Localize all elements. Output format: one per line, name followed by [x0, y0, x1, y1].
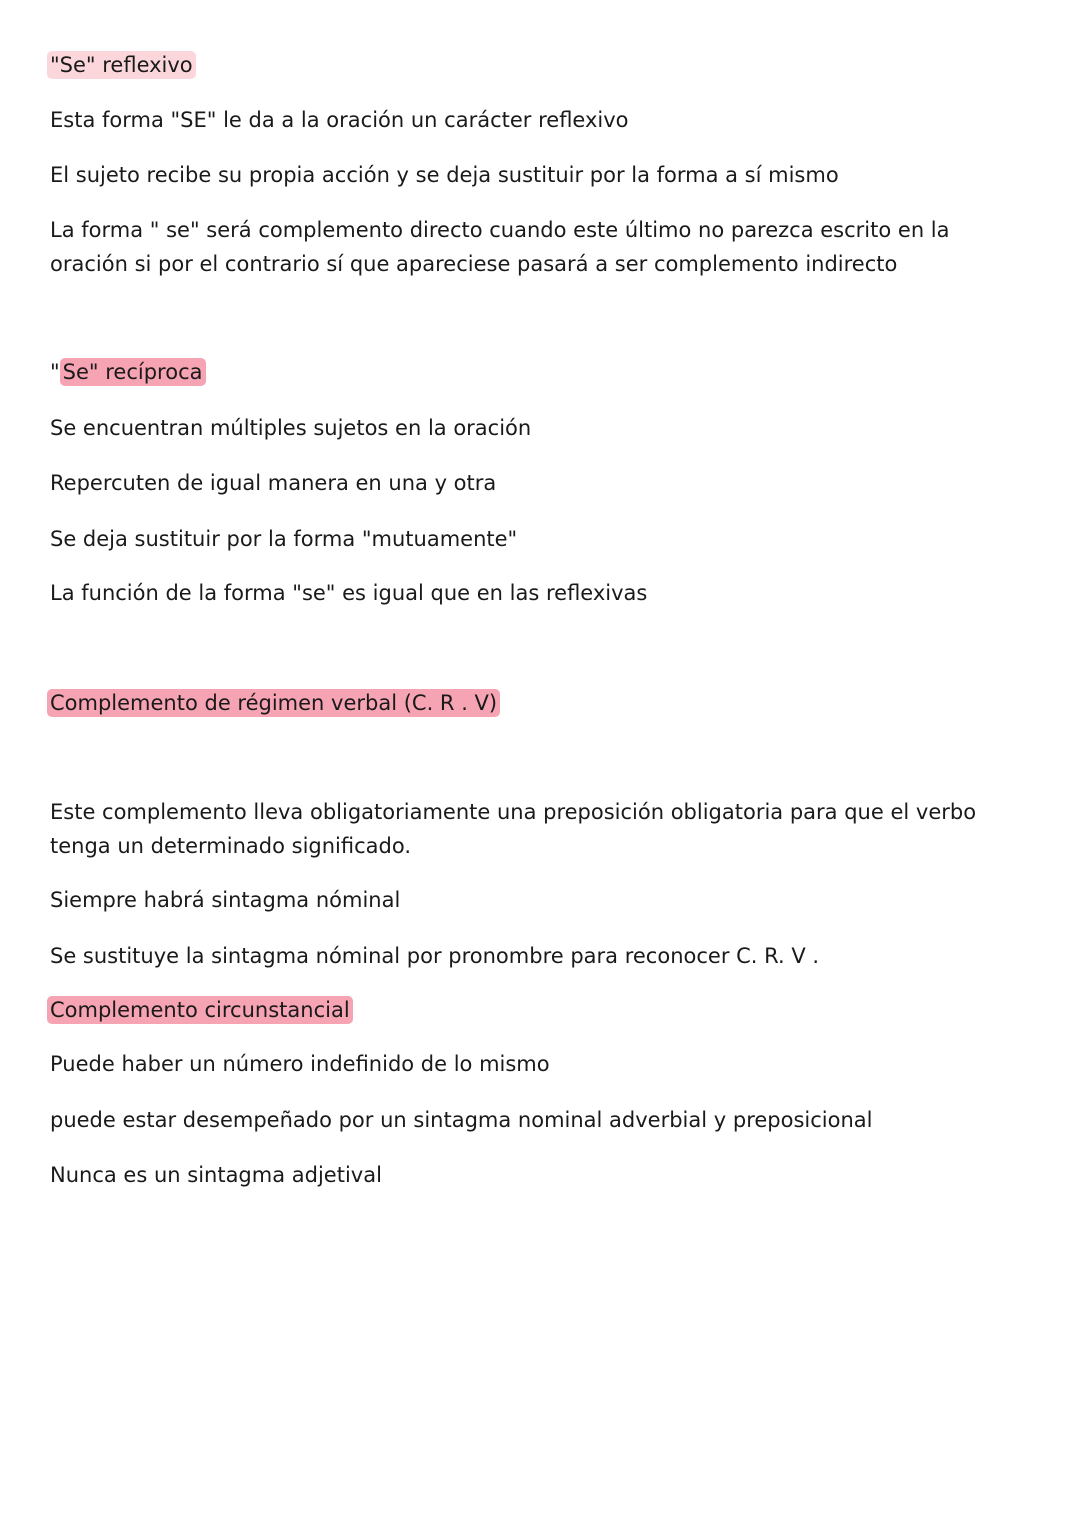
paragraph: La forma " se" será complemento directo cuando este último no parezca escrito en la oración si por el contrario sí que apareciese pasará a ser complemento indirecto: [50, 218, 950, 276]
heading-highlight: Se" recíproca: [60, 358, 206, 386]
paragraph: El sujeto recibe su propia acción y se deja sustituir por la forma a sí mismo: [50, 163, 839, 187]
paragraph: Nunca es un sintagma adjetival: [50, 1163, 382, 1187]
heading-quote-prefix: ": [50, 360, 60, 384]
paragraph: Se encuentran múltiples sujetos en la oración: [50, 416, 532, 440]
paragraph: Se sustituye la sintagma nóminal por pronombre para reconocer C. R. V .: [50, 944, 820, 968]
paragraph: La función de la forma "se" es igual que en las reflexivas: [50, 581, 648, 605]
paragraph: puede estar desempeñado por un sintagma nominal adverbial y preposicional: [50, 1108, 873, 1132]
section-heading-crv: [50, 686, 1030, 720]
section-heading-se-reciproca: [50, 355, 1030, 389]
section-heading-circunstancial: [50, 993, 1030, 1027]
paragraph: Siempre habrá sintagma nóminal: [50, 888, 401, 912]
section-heading-se-reflexivo: [50, 48, 1030, 82]
paragraph: Este complemento lleva obligatoriamente una preposición obligatoria para que el verbo tenga un determinado significado.: [50, 800, 977, 858]
paragraph: Repercuten de igual manera en una y otra: [50, 471, 497, 495]
heading-highlight: Complemento circunstancial: [47, 996, 353, 1024]
heading-highlight: Complemento de régimen verbal (C. R . V): [47, 689, 500, 717]
paragraph: Se deja sustituir por la forma "mutuamente": [50, 527, 518, 551]
heading-highlight: "Se" reflexivo: [47, 51, 196, 79]
paragraph: Esta forma "SE" le da a la oración un carácter reflexivo: [50, 108, 629, 132]
paragraph: Puede haber un número indefinido de lo mismo: [50, 1052, 550, 1076]
